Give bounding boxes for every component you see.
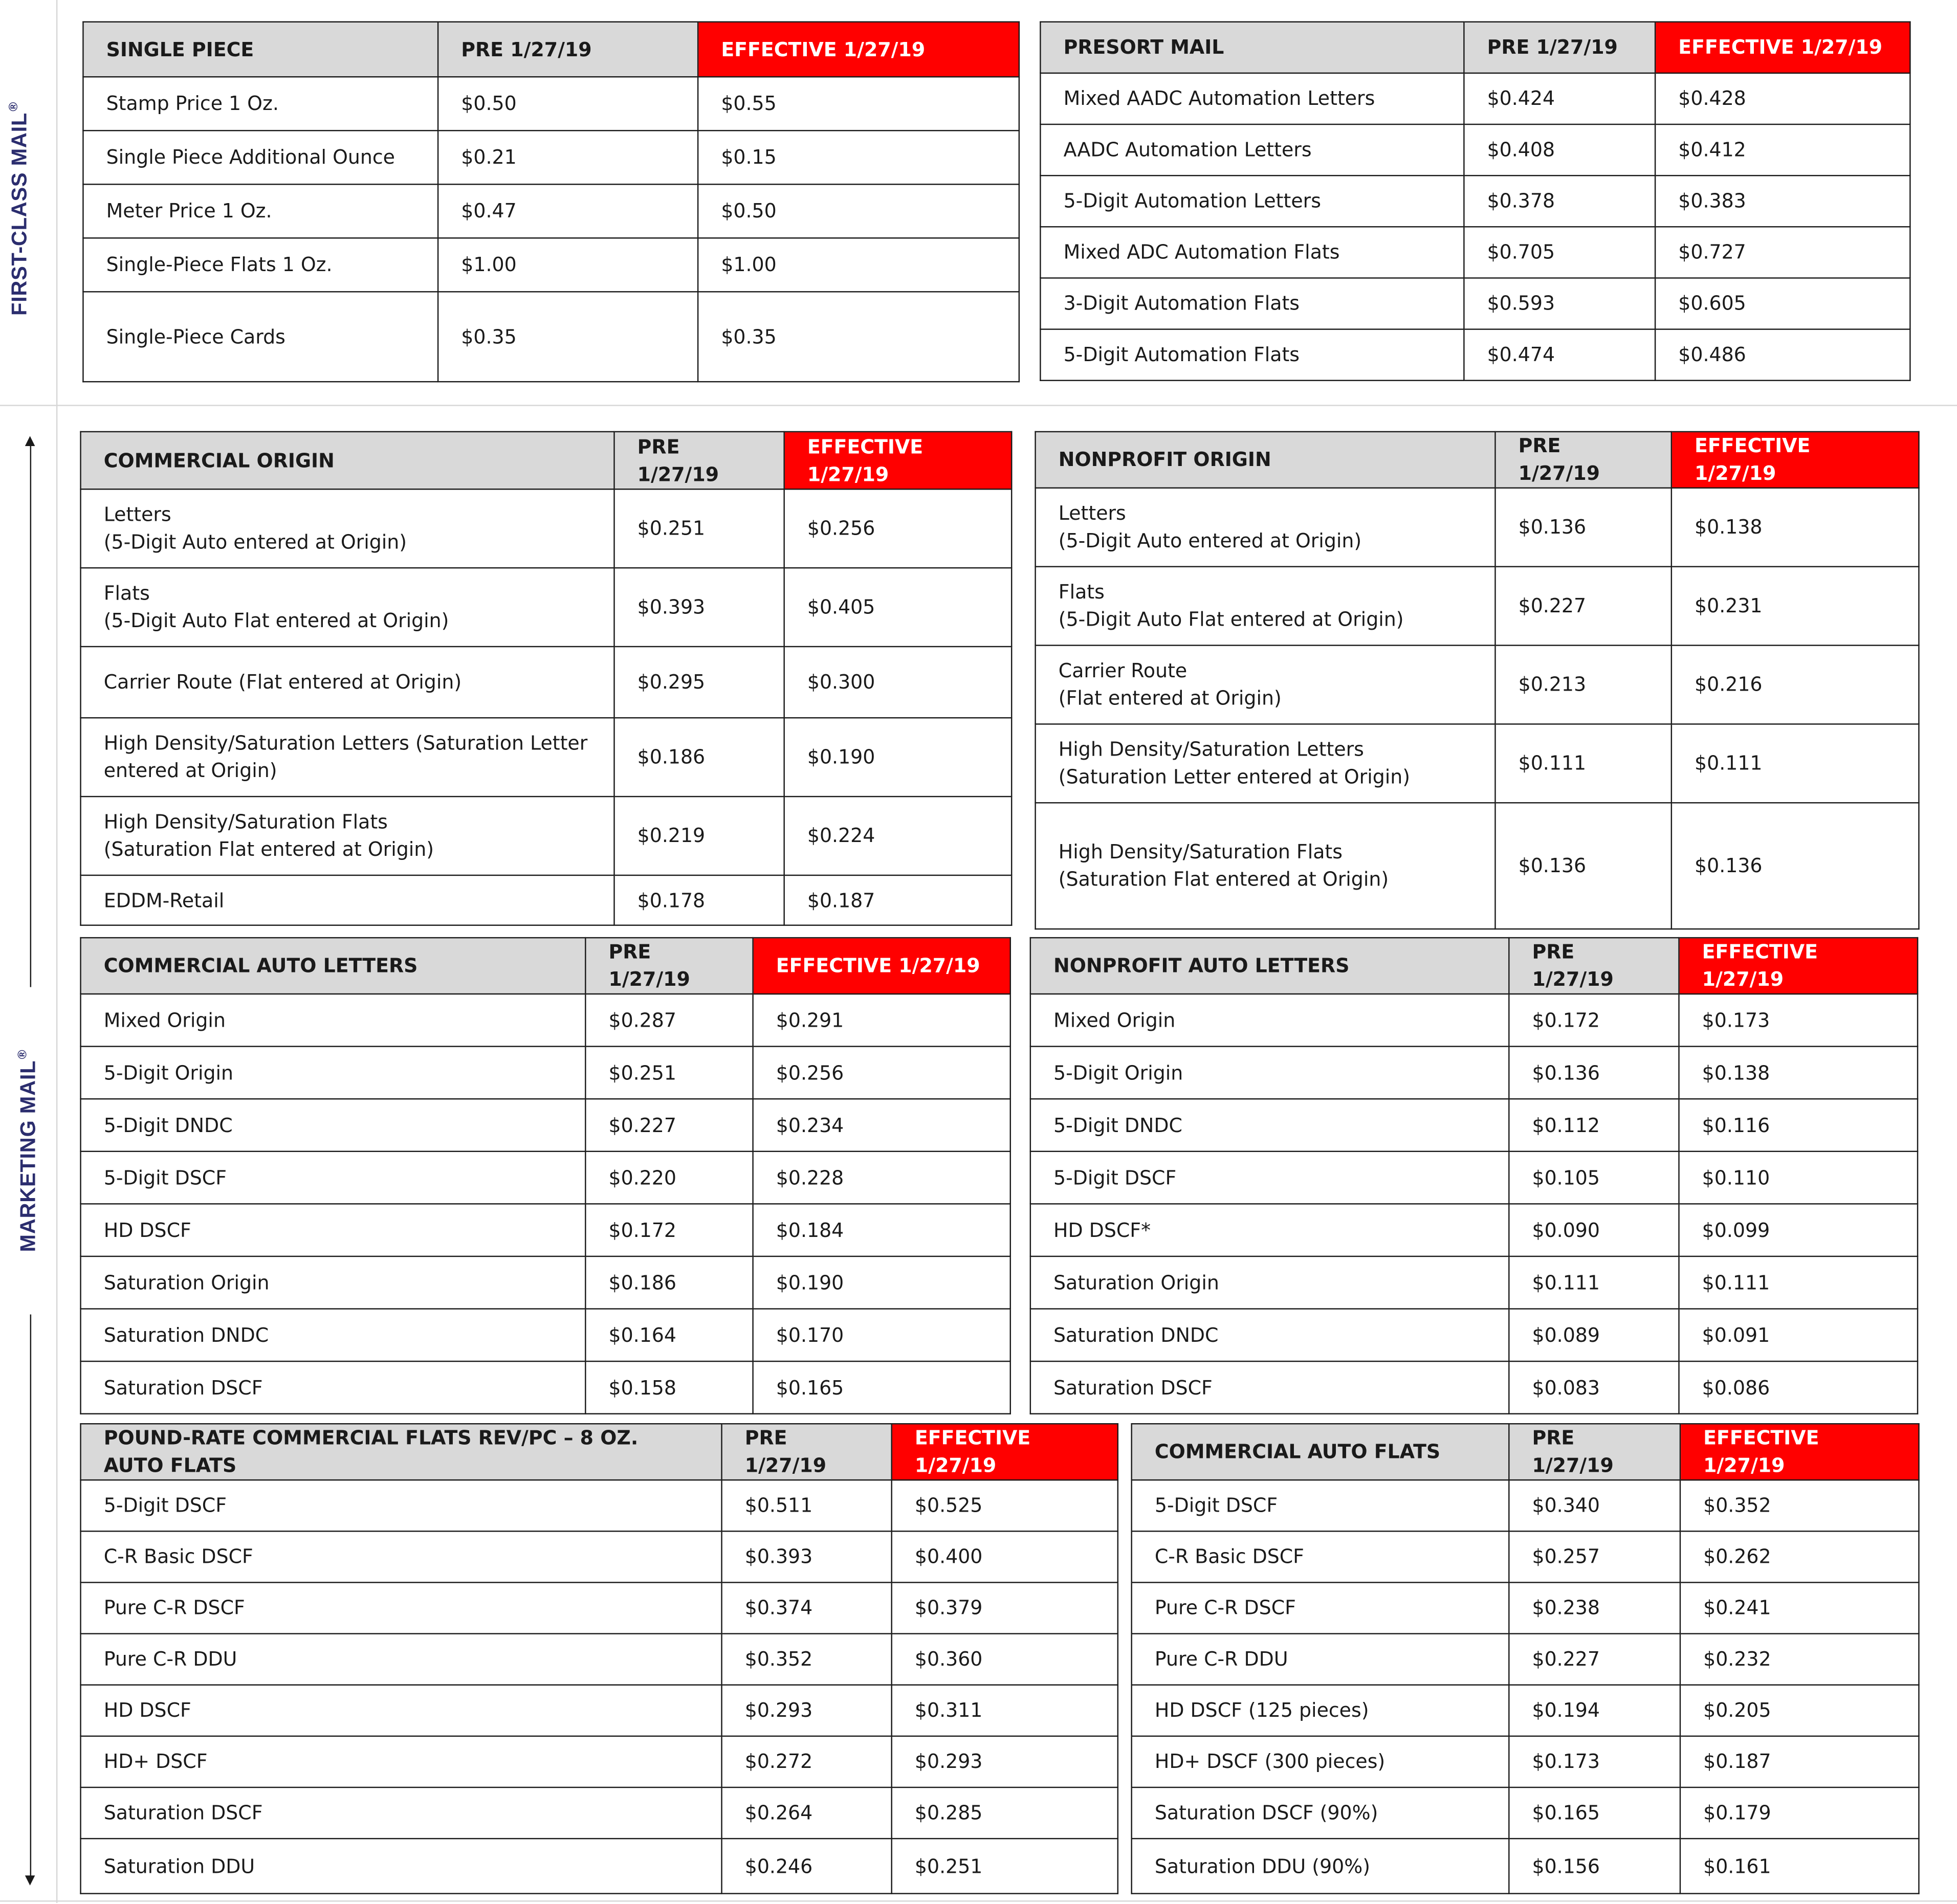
table-header-row [1030, 938, 1918, 994]
effective-price: $0.256 [753, 1047, 1010, 1099]
pre-price: $0.178 [614, 875, 784, 925]
table-row [83, 130, 1019, 184]
effective-price: $0.293 [892, 1736, 1118, 1787]
table-row [1040, 227, 1910, 278]
pre-price: $0.172 [585, 1204, 753, 1256]
rate-label-line1: High Density/Saturation Letters [1058, 738, 1364, 761]
effective-price: $0.15 [698, 130, 1019, 184]
rate-label: C-R Basic DSCF [1132, 1531, 1509, 1582]
column-header-effective: EFFECTIVE 1/27/19 [1655, 22, 1910, 73]
effective-price: $0.187 [784, 875, 1012, 925]
pre-price: $0.186 [614, 718, 784, 796]
pre-price: $0.393 [722, 1531, 892, 1582]
first-class-mail-label [8, 77, 35, 340]
presort-mail-table [1040, 21, 1910, 381]
table-row [81, 647, 1012, 718]
rate-label-line2: (Saturation Flat entered at Origin) [1058, 868, 1389, 891]
column-header-category: COMMERCIAL ORIGIN [81, 432, 614, 489]
rate-label: Pure C-R DDU [81, 1634, 722, 1685]
rate-label: Saturation Origin [81, 1256, 586, 1309]
table-row [1132, 1787, 1919, 1839]
bottom-divider [0, 1900, 1957, 1901]
rate-label: Single-Piece Cards [83, 292, 438, 382]
rate-label: Mixed Origin [1030, 994, 1509, 1047]
column-header-pre: PRE 1/27/19 [1464, 22, 1655, 73]
marketing-mail-text: MARKETING MAIL [16, 1060, 40, 1252]
arrow-line-bottom [30, 1315, 31, 1877]
pre-price: $0.227 [1495, 567, 1671, 646]
first-class-mail-text: FIRST-CLASS MAIL [7, 113, 32, 316]
table-row [1030, 1047, 1918, 1099]
effective-price: $0.383 [1655, 175, 1910, 227]
rate-label: 5-Digit DSCF [81, 1480, 722, 1531]
table-row [81, 1309, 1010, 1362]
effective-price: $0.136 [1672, 803, 1919, 929]
table-row [81, 1047, 1010, 1099]
pre-price: $0.173 [1509, 1736, 1680, 1787]
table-row [1030, 1361, 1918, 1414]
rate-label-line2: (5-Digit Auto Flat entered at Origin) [103, 609, 449, 632]
rate-label [81, 489, 614, 568]
table-row [1132, 1634, 1919, 1685]
table-header-row [81, 1424, 1118, 1480]
pre-price: $0.257 [1509, 1531, 1680, 1582]
table-row [81, 1099, 1010, 1152]
column-header-category: COMMERCIAL AUTO FLATS [1132, 1424, 1509, 1480]
table-row [1040, 124, 1910, 175]
effective-price: $0.099 [1679, 1204, 1918, 1256]
rate-label [1036, 724, 1496, 803]
commercial-auto-flats-table [1131, 1423, 1919, 1894]
rate-label: 5-Digit Origin [81, 1047, 586, 1099]
column-header-pre: PRE 1/27/19 [722, 1424, 892, 1480]
table-row [1132, 1480, 1919, 1531]
rate-label: 5-Digit DSCF [81, 1152, 586, 1204]
rate-label: Saturation Origin [1030, 1256, 1509, 1309]
table-row [1030, 1309, 1918, 1362]
pre-price: $0.172 [1509, 994, 1679, 1047]
rate-label [1036, 488, 1496, 567]
table-row [1040, 73, 1910, 124]
rate-label [1036, 803, 1496, 929]
pre-price: $0.374 [722, 1582, 892, 1633]
effective-price: $0.231 [1672, 567, 1919, 646]
effective-price: $0.55 [698, 77, 1019, 130]
rate-label [81, 796, 614, 875]
pre-price: $0.111 [1509, 1256, 1679, 1309]
effective-price: $0.251 [892, 1839, 1118, 1893]
pre-price: $0.246 [722, 1839, 892, 1893]
column-header-category: SINGLE PIECE [83, 22, 438, 77]
effective-price: $0.138 [1679, 1047, 1918, 1099]
pound-rate-flats-table [80, 1423, 1118, 1894]
pre-price: $0.136 [1495, 803, 1671, 929]
rate-label-line2: (5-Digit Auto Flat entered at Origin) [1058, 608, 1404, 631]
column-header-pre: PRE 1/27/19 [1495, 432, 1671, 488]
table-header-row [83, 22, 1019, 77]
rate-label: Saturation DSCF [1030, 1361, 1509, 1414]
pre-price: $0.352 [722, 1634, 892, 1685]
rate-label: 5-Digit DNDC [1030, 1099, 1509, 1152]
pre-price: $0.158 [585, 1361, 753, 1414]
pre-price: $0.112 [1509, 1099, 1679, 1152]
table-row [81, 1152, 1010, 1204]
effective-price: $0.179 [1680, 1787, 1919, 1839]
pre-price: $0.136 [1495, 488, 1671, 567]
rate-label: Single Piece Additional Ounce [83, 130, 438, 184]
effective-price: $0.727 [1655, 227, 1910, 278]
table-row [1040, 175, 1910, 227]
effective-price: $0.173 [1679, 994, 1918, 1047]
table-row [1036, 488, 1919, 567]
effective-price: $0.234 [753, 1099, 1010, 1152]
rate-label: HD DSCF [81, 1204, 586, 1256]
table-row [1036, 724, 1919, 803]
column-header-effective: EFFECTIVE 1/27/19 [784, 432, 1012, 489]
rate-label: Meter Price 1 Oz. [83, 184, 438, 238]
registered-mark: ® [16, 1049, 31, 1059]
effective-price: $0.262 [1680, 1531, 1919, 1582]
table-row [81, 875, 1012, 925]
column-header-effective: EFFECTIVE 1/27/19 [1672, 432, 1919, 488]
rate-label: Mixed Origin [81, 994, 586, 1047]
pre-price: $0.21 [438, 130, 698, 184]
pre-price: $0.705 [1464, 227, 1655, 278]
effective-price: $0.228 [753, 1152, 1010, 1204]
pre-price: $0.50 [438, 77, 698, 130]
nonprofit-origin-table [1035, 431, 1919, 930]
effective-price: $0.35 [698, 292, 1019, 382]
pre-price: $0.164 [585, 1309, 753, 1362]
rate-label: Saturation DNDC [1030, 1309, 1509, 1362]
effective-price: $0.50 [698, 184, 1019, 238]
effective-price: $0.300 [784, 647, 1012, 718]
table-row [1030, 1204, 1918, 1256]
rate-label [81, 568, 614, 647]
commercial-auto-letters-table [80, 937, 1011, 1414]
table-row [81, 1204, 1010, 1256]
table-row [81, 994, 1010, 1047]
table-row [81, 1361, 1010, 1414]
effective-price: $0.165 [753, 1361, 1010, 1414]
effective-price: $0.091 [1679, 1309, 1918, 1362]
rate-label-line1: High Density/Saturation Letters (Saturation Letter [103, 732, 588, 755]
pre-price: $0.227 [585, 1099, 753, 1152]
effective-price: $0.525 [892, 1480, 1118, 1531]
rate-label: HD+ DSCF (300 pieces) [1132, 1736, 1509, 1787]
effective-price: $0.285 [892, 1787, 1118, 1839]
rate-label: Single-Piece Flats 1 Oz. [83, 238, 438, 292]
pre-price: $0.340 [1509, 1480, 1680, 1531]
rate-label-line1: High Density/Saturation Flats [1058, 840, 1343, 864]
rate-label: HD+ DSCF [81, 1736, 722, 1787]
column-header-pre: PRE 1/27/19 [1509, 1424, 1680, 1480]
effective-price: $0.190 [753, 1256, 1010, 1309]
table-row [1030, 1099, 1918, 1152]
pre-price: $0.220 [585, 1152, 753, 1204]
pre-price: $1.00 [438, 238, 698, 292]
table-row [81, 1480, 1118, 1531]
rate-label: HD DSCF (125 pieces) [1132, 1685, 1509, 1736]
pre-price: $0.393 [614, 568, 784, 647]
rate-label: HD DSCF* [1030, 1204, 1509, 1256]
column-header-category: POUND-RATE COMMERCIAL FLATS REV/PC – 8 OZ. AUTO FLATS [81, 1424, 722, 1480]
rate-label: C-R Basic DSCF [81, 1531, 722, 1582]
pre-price: $0.287 [585, 994, 753, 1047]
column-header-effective: EFFECTIVE 1/27/19 [698, 22, 1019, 77]
pre-price: $0.593 [1464, 278, 1655, 329]
table-row [81, 1256, 1010, 1309]
table-row [81, 489, 1012, 568]
effective-price: $0.138 [1672, 488, 1919, 567]
rate-label-line2: (Saturation Flat entered at Origin) [103, 838, 434, 861]
table-row [1030, 1256, 1918, 1309]
column-header-effective: EFFECTIVE 1/27/19 [892, 1424, 1118, 1480]
table-row [1132, 1582, 1919, 1633]
rate-label: 3-Digit Automation Flats [1040, 278, 1464, 329]
effective-price: $0.405 [784, 568, 1012, 647]
rate-label: 5-Digit DSCF [1030, 1152, 1509, 1204]
table-header-row [1036, 432, 1919, 488]
table-header-row [81, 938, 1010, 994]
pre-price: $0.511 [722, 1480, 892, 1531]
pre-price: $0.35 [438, 292, 698, 382]
rate-label-line1: Flats [103, 582, 150, 605]
rate-label: 5-Digit Automation Letters [1040, 175, 1464, 227]
pre-price: $0.293 [722, 1685, 892, 1736]
effective-price: $0.486 [1655, 329, 1910, 381]
pre-price: $0.424 [1464, 73, 1655, 124]
table-row [1040, 329, 1910, 381]
effective-price: $0.110 [1679, 1152, 1918, 1204]
section-divider-horizontal [0, 405, 1957, 406]
section-divider-vertical [56, 0, 57, 1903]
table-row [1036, 567, 1919, 646]
effective-price: $0.116 [1679, 1099, 1918, 1152]
effective-price: $0.412 [1655, 124, 1910, 175]
table-row [1030, 994, 1918, 1047]
table-row [1132, 1531, 1919, 1582]
rate-label-line1: EDDM-Retail [103, 889, 225, 912]
rate-label [1036, 567, 1496, 646]
effective-price: $0.216 [1672, 646, 1919, 724]
effective-price: $0.111 [1672, 724, 1919, 803]
pre-price: $0.378 [1464, 175, 1655, 227]
column-header-category: COMMERCIAL AUTO LETTERS [81, 938, 586, 994]
effective-price: $0.111 [1679, 1256, 1918, 1309]
rate-label-line1: Flats [1058, 581, 1105, 604]
table-header-row [1040, 22, 1910, 73]
registered-mark: ® [8, 101, 22, 112]
pre-price: $0.213 [1495, 646, 1671, 724]
effective-price: $0.291 [753, 994, 1010, 1047]
table-row [1132, 1685, 1919, 1736]
pre-price: $0.47 [438, 184, 698, 238]
commercial-origin-table [80, 431, 1012, 926]
column-header-category: PRESORT MAIL [1040, 22, 1464, 73]
rate-label-line2: (5-Digit Auto entered at Origin) [1058, 529, 1362, 552]
effective-price: $0.205 [1680, 1685, 1919, 1736]
rate-label-line2: (Saturation Letter entered at Origin) [1058, 766, 1411, 789]
pre-price: $0.156 [1509, 1839, 1680, 1893]
pre-price: $0.111 [1495, 724, 1671, 803]
rate-label: HD DSCF [81, 1685, 722, 1736]
rate-label: Saturation DDU [81, 1839, 722, 1893]
rate-label: Stamp Price 1 Oz. [83, 77, 438, 130]
table-row [1040, 278, 1910, 329]
effective-price: $0.400 [892, 1531, 1118, 1582]
table-row [81, 1787, 1118, 1839]
effective-price: $0.256 [784, 489, 1012, 568]
table-row [81, 796, 1012, 875]
rate-label [81, 718, 614, 796]
rate-label: Pure C-R DSCF [1132, 1582, 1509, 1633]
table-row [83, 184, 1019, 238]
effective-price: $0.311 [892, 1685, 1118, 1736]
table-row [81, 718, 1012, 796]
table-row [81, 1582, 1118, 1633]
rate-label-line2: (5-Digit Auto entered at Origin) [103, 531, 407, 554]
table-row [81, 1839, 1118, 1893]
table-row [83, 292, 1019, 382]
effective-price: $0.224 [784, 796, 1012, 875]
pre-price: $0.105 [1509, 1152, 1679, 1204]
rate-label: Mixed ADC Automation Flats [1040, 227, 1464, 278]
rate-label [81, 647, 614, 718]
effective-price: $0.086 [1679, 1361, 1918, 1414]
table-row [1132, 1839, 1919, 1893]
rate-label-line1: Letters [1058, 502, 1126, 525]
rate-label-line2: (Flat entered at Origin) [1058, 687, 1282, 710]
table-row [81, 1736, 1118, 1787]
rate-label: Mixed AADC Automation Letters [1040, 73, 1464, 124]
effective-price: $0.360 [892, 1634, 1118, 1685]
table-header-row [81, 432, 1012, 489]
arrow-down-icon [25, 1875, 35, 1886]
rate-label-line1: High Density/Saturation Flats [103, 811, 388, 834]
effective-price: $0.184 [753, 1204, 1010, 1256]
table-row [1030, 1152, 1918, 1204]
rate-label: Saturation DSCF (90%) [1132, 1787, 1509, 1839]
rate-label [81, 875, 614, 925]
pre-price: $0.474 [1464, 329, 1655, 381]
pre-price: $0.295 [614, 647, 784, 718]
rate-label-line1: Letters [103, 503, 171, 526]
rate-label: 5-Digit Origin [1030, 1047, 1509, 1099]
column-header-category: NONPROFIT ORIGIN [1036, 432, 1496, 488]
pre-price: $0.194 [1509, 1685, 1680, 1736]
column-header-pre: PRE 1/27/19 [1509, 938, 1679, 994]
column-header-category: NONPROFIT AUTO LETTERS [1030, 938, 1509, 994]
table-row [1132, 1736, 1919, 1787]
marketing-mail-label [16, 1020, 44, 1282]
nonprofit-auto-letters-table [1030, 937, 1919, 1414]
table-row [83, 238, 1019, 292]
pre-price: $0.272 [722, 1736, 892, 1787]
table-row [1036, 646, 1919, 724]
effective-price: $0.379 [892, 1582, 1118, 1633]
rate-label: Pure C-R DDU [1132, 1634, 1509, 1685]
effective-price: $0.605 [1655, 278, 1910, 329]
table-row [81, 1685, 1118, 1736]
single-piece-table [82, 21, 1020, 383]
pre-price: $0.186 [585, 1256, 753, 1309]
column-header-pre: PRE 1/27/19 [438, 22, 698, 77]
pre-price: $0.251 [585, 1047, 753, 1099]
pre-price: $0.408 [1464, 124, 1655, 175]
table-row [81, 1634, 1118, 1685]
column-header-pre: PRE 1/27/19 [585, 938, 753, 994]
column-header-effective: EFFECTIVE 1/27/19 [1679, 938, 1918, 994]
table-row [83, 77, 1019, 130]
rate-label: AADC Automation Letters [1040, 124, 1464, 175]
rate-label: Pure C-R DSCF [81, 1582, 722, 1633]
pre-price: $0.090 [1509, 1204, 1679, 1256]
effective-price: $0.187 [1680, 1736, 1919, 1787]
column-header-pre: PRE 1/27/19 [614, 432, 784, 489]
pre-price: $0.136 [1509, 1047, 1679, 1099]
pre-price: $0.227 [1509, 1634, 1680, 1685]
pre-price: $0.264 [722, 1787, 892, 1839]
rate-label-line2: entered at Origin) [103, 760, 277, 783]
pre-price: $0.089 [1509, 1309, 1679, 1362]
table-row [1036, 803, 1919, 929]
table-row [81, 568, 1012, 647]
arrow-line-top [30, 445, 31, 987]
rate-label-line1: Carrier Route (Flat entered at Origin) [103, 671, 462, 694]
rate-label-line1: Carrier Route [1058, 659, 1188, 682]
effective-price: $0.352 [1680, 1480, 1919, 1531]
effective-price: $0.161 [1680, 1839, 1919, 1893]
rate-label: Saturation DSCF [81, 1787, 722, 1839]
table-header-row [1132, 1424, 1919, 1480]
effective-price: $0.170 [753, 1309, 1010, 1362]
table-row [81, 1531, 1118, 1582]
column-header-effective: EFFECTIVE 1/27/19 [1680, 1424, 1919, 1480]
rate-label: Saturation DNDC [81, 1309, 586, 1362]
effective-price: $1.00 [698, 238, 1019, 292]
effective-price: $0.190 [784, 718, 1012, 796]
rate-label [1036, 646, 1496, 724]
column-header-effective: EFFECTIVE 1/27/19 [753, 938, 1010, 994]
rate-label: 5-Digit DNDC [81, 1099, 586, 1152]
effective-price: $0.232 [1680, 1634, 1919, 1685]
pre-price: $0.165 [1509, 1787, 1680, 1839]
effective-price: $0.428 [1655, 73, 1910, 124]
pre-price: $0.251 [614, 489, 784, 568]
rate-label: 5-Digit DSCF [1132, 1480, 1509, 1531]
rate-label: Saturation DDU (90%) [1132, 1839, 1509, 1893]
pre-price: $0.219 [614, 796, 784, 875]
rate-label: Saturation DSCF [81, 1361, 586, 1414]
rate-label: 5-Digit Automation Flats [1040, 329, 1464, 381]
pre-price: $0.083 [1509, 1361, 1679, 1414]
effective-price: $0.241 [1680, 1582, 1919, 1633]
pre-price: $0.238 [1509, 1582, 1680, 1633]
